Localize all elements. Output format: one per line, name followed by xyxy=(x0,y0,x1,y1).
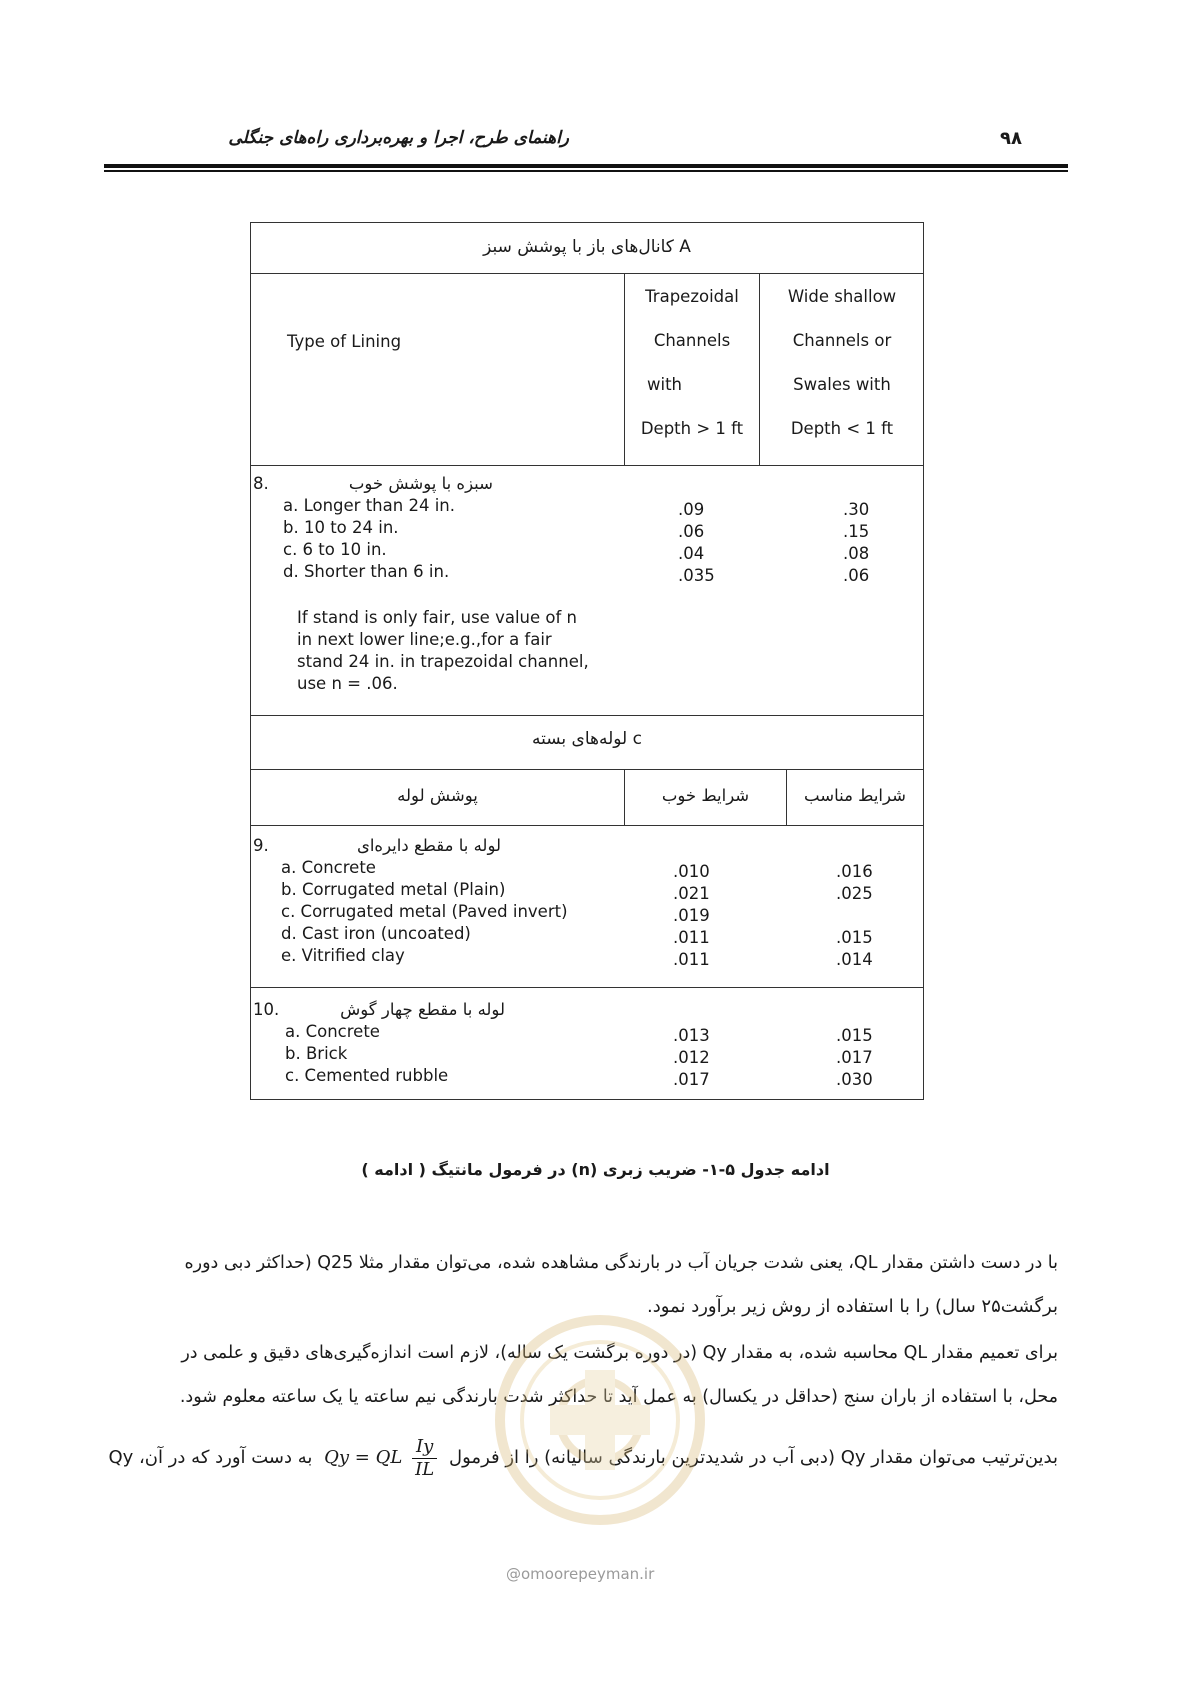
list-item: c. Corrugated metal (Paved invert) xyxy=(281,902,568,921)
value-cell: .06 xyxy=(843,566,870,585)
page-number: ۹۸ xyxy=(1000,128,1022,149)
list-item: a. Longer than 24 in. xyxy=(283,496,455,515)
value-cell: .015 xyxy=(836,1026,873,1045)
col-trapezoidal-header xyxy=(625,275,759,451)
note-line: stand 24 in. in trapezoidal channel, xyxy=(297,652,589,671)
table-rule xyxy=(251,769,923,770)
formula-denominator: IL xyxy=(415,1458,435,1480)
list-item: b. 10 to 24 in. xyxy=(283,518,399,537)
table-rule xyxy=(251,715,923,716)
group8-title: سبزه با پوشش خوب xyxy=(348,474,493,493)
value-cell: .021 xyxy=(673,884,710,903)
col-wide-shallow-header xyxy=(760,275,924,451)
running-header-title: راهنمای طرح، اجرا و بهره‌برداری راه‌های جنگلی xyxy=(228,128,569,148)
value-cell: .012 xyxy=(673,1048,710,1067)
type-of-lining-label: Type of Lining xyxy=(287,332,402,351)
list-item: b. Brick xyxy=(285,1044,348,1063)
header-rule-thick xyxy=(104,164,1068,168)
value-cell: .019 xyxy=(673,906,710,925)
col2-header-line: Wide shallow xyxy=(787,287,897,306)
paragraph-text: بدین‌ترتیب می‌توان مقدار Qy (دبی آب در شدیدترین بارندگی سالیانه) را از فرمول xyxy=(449,1447,1058,1468)
list-item: d. Cast iron (uncoated) xyxy=(281,924,471,943)
col2-header-line: Swales with xyxy=(793,375,891,394)
value-cell: .015 xyxy=(836,928,873,947)
value-cell: .010 xyxy=(673,862,710,881)
note-line: use n = .06. xyxy=(297,674,398,693)
value-cell: .06 xyxy=(678,522,705,541)
paragraph-line: برای تعمیم مقدار QL محاسبه شده، به مقدار Qy (در دوره برگشت یک ساله)، لازم است اندازه‌گیری‌های دقیق و علمی در xyxy=(181,1343,1058,1363)
value-cell: .011 xyxy=(673,950,710,969)
value-cell: .014 xyxy=(836,950,873,969)
formula-numerator: Iy xyxy=(412,1436,437,1459)
note-line: If stand is only fair, use value of n xyxy=(297,608,577,627)
value-cell: .013 xyxy=(673,1026,710,1045)
value-cell: .017 xyxy=(836,1048,873,1067)
group8-number: 8. xyxy=(253,474,269,493)
value-cell xyxy=(836,905,873,927)
list-item: b. Corrugated metal (Plain) xyxy=(281,880,506,899)
col1-header-line: Channels xyxy=(653,331,731,350)
table-rule xyxy=(251,465,923,466)
value-cell: .025 xyxy=(836,884,873,903)
paragraph-line: محل، با استفاده از باران سنج (حداقل در یکسال) به عمل آید تا حداکثر شدت بارندگی نیم ساعته یا یک ساعته معلوم شود. xyxy=(179,1387,1058,1407)
list-item: c. 6 to 10 in. xyxy=(283,540,387,559)
list-item: d. Shorter than 6 in. xyxy=(283,562,450,581)
good-condition-header: شرایط خوب xyxy=(661,786,750,805)
list-item: a. Concrete xyxy=(281,858,376,877)
manning-roughness-table xyxy=(250,222,924,1100)
table-rule xyxy=(251,987,923,988)
group9-number: 9. xyxy=(253,836,269,855)
value-cell: .035 xyxy=(678,566,715,585)
table-rule xyxy=(251,273,923,274)
pipe-lining-header: پوشش لوله xyxy=(397,786,478,805)
value-cell: .04 xyxy=(678,544,705,563)
value-cell: .15 xyxy=(843,522,870,541)
table-caption: ادامه جدول ۵-۱- ضریب زبری (n) در فرمول مانتیگ ( ادامه ) xyxy=(361,1160,830,1179)
value-cell: .030 xyxy=(836,1070,873,1089)
value-cell: .011 xyxy=(673,928,710,947)
group10-col2-values xyxy=(836,1025,873,1091)
col1-header-line: Trapezoidal xyxy=(645,287,739,306)
note-line: in next lower line;e.g.,for a fair xyxy=(297,630,552,649)
value-cell: .017 xyxy=(673,1070,710,1089)
section-a-title: A کانال‌های باز با پوشش سبز xyxy=(483,237,691,257)
formula-fraction xyxy=(412,1436,437,1481)
watermark-seal-icon xyxy=(490,1310,710,1530)
group9-col2-values xyxy=(836,861,873,971)
group10-items xyxy=(285,1021,448,1087)
manning-formula xyxy=(324,1434,437,1482)
value-cell: .08 xyxy=(843,544,870,563)
group8-col2-values xyxy=(843,499,869,587)
list-item: a. Concrete xyxy=(285,1022,380,1041)
group9-items xyxy=(281,857,568,967)
paragraph-line: برگشت۲۵ سال) را با استفاده از روش زیر برآورد نمود. xyxy=(647,1296,1058,1317)
group8-note xyxy=(297,607,589,695)
col1-header-line: with xyxy=(647,375,683,394)
paragraph-line: با در دست داشتن مقدار QL، یعنی شدت جریان آب در بارندگی مشاهده شده، می‌توان مقدار مثلا Q25 (حداکثر دبی دوره xyxy=(184,1253,1058,1273)
paragraph-text: به دست آورد که در آن، Qy xyxy=(108,1447,313,1468)
col2-header-line: Channels or xyxy=(792,331,892,350)
group9-col1-values xyxy=(673,861,710,971)
value-cell: .016 xyxy=(836,862,873,881)
group8-col1-values xyxy=(678,499,715,587)
watermark-site: @omoorepeyman.ir xyxy=(506,1565,655,1583)
col1-header-line: Depth > 1 ft xyxy=(640,419,744,438)
group10-col1-values xyxy=(673,1025,710,1091)
value-cell: .30 xyxy=(843,500,870,519)
list-item: c. Cemented rubble xyxy=(285,1066,449,1085)
section-c-title: c لوله‌های بسته xyxy=(531,729,642,749)
group10-title: لوله با مقطع چهار گوش xyxy=(340,1000,505,1019)
group10-number: 10. xyxy=(253,1000,280,1019)
col2-header-line: Depth < 1 ft xyxy=(790,419,894,438)
fair-condition-header: شرایط مناسب xyxy=(804,786,906,805)
list-item: e. Vitrified clay xyxy=(281,946,405,965)
group9-title: لوله با مقطع دایره‌ای xyxy=(356,836,501,855)
value-cell: .09 xyxy=(678,500,705,519)
group8-items xyxy=(283,495,455,583)
table-rule xyxy=(251,825,923,826)
formula-lhs: Qy = QL xyxy=(324,1447,403,1468)
header-rule-thin xyxy=(104,170,1068,172)
